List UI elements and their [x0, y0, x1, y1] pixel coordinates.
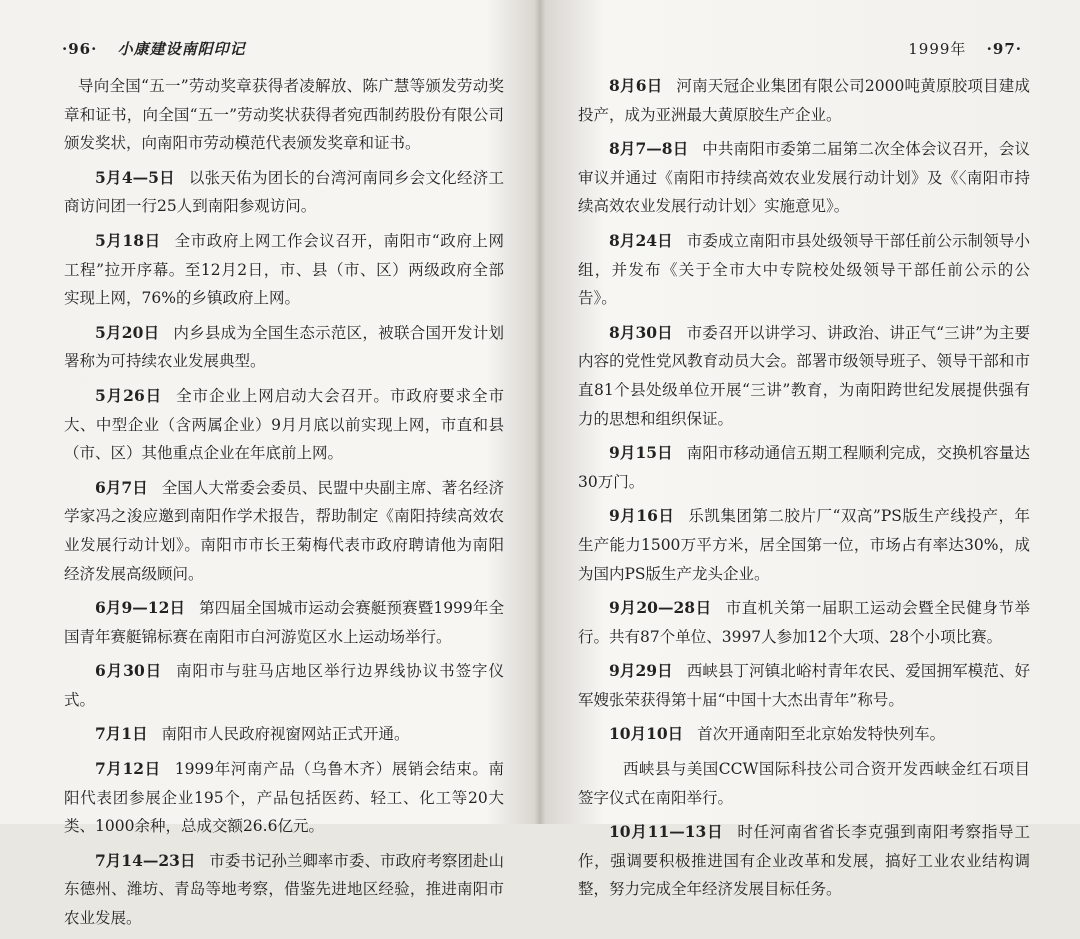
entry-date: 5月26日 [95, 385, 163, 405]
entry-date: 8月30日 [609, 322, 673, 342]
paragraph [578, 135, 1030, 221]
paragraph [64, 720, 504, 749]
entry-date: 6月9—12日 [95, 598, 186, 618]
entry-date: 7月12日 [95, 759, 161, 779]
entry-date: 7月14—23日 [95, 850, 196, 870]
paragraph [64, 164, 504, 221]
entry-text: 全国人大常委会委员、民盟中央副主席、著名经济学家冯之浚应邀到南阳作学术报告，帮助制定《南阳持续高效农业发展行动计划》。南阳市市长王菊梅代表市政府聘请他为南阳经济发展高级顾问。 [64, 478, 504, 583]
entry-date: 9月16日 [609, 506, 675, 526]
paragraph [64, 847, 504, 933]
entry-date: 10月10日 [609, 724, 684, 744]
right-page [540, 0, 1080, 899]
entry-date: 5月20日 [95, 322, 160, 342]
entry-text: 市委书记孙兰卿率市委、市政府考察团赴山东德州、潍坊、青岛等地考察，借鉴先进地区经验，推进南阳市农业发展。 [64, 851, 504, 928]
paragraph [64, 319, 504, 376]
entry-date: 8月7—8日 [609, 139, 689, 159]
paragraph [64, 382, 504, 468]
entry-text: 时任河南省省长李克强到南阳考察指导工作，强调要积极推进国有企业改革和发展，搞好工业农业结构调整，努力完成全年经济发展目标任务。 [578, 823, 1030, 899]
entry-date: 9月29日 [609, 661, 673, 681]
page-number: ·97· [986, 40, 1022, 58]
entry-text: 河南天冠企业集团有限公司2000吨黄原胶项目建成投产，成为亚洲最大黄原胶生产企业。 [578, 77, 1030, 124]
entry-date: 9月20—28日 [609, 598, 712, 618]
paragraph [578, 319, 1030, 433]
paragraph [578, 594, 1030, 651]
paragraph [64, 474, 504, 588]
paragraph [64, 594, 504, 651]
entry-date: 6月30日 [95, 661, 163, 681]
entry-text: 以张天佑为团长的台湾河南同乡会文化经济工商访问团一行25人到南阳参观访问。 [64, 168, 504, 216]
entry-text: 市委成立南阳市县处级领导干部任前公示制领导小组，并发布《关于全市大中专院校处级领导干部任前公示的公告》。 [578, 231, 1030, 308]
entry-date: 10月11—13日 [609, 822, 724, 842]
entry-text: 南阳市移动通信五期工程顺利完成，交换机容量达30万门。 [578, 444, 1030, 491]
entry-text: 南阳市人民政府视窗网站正式开通。 [161, 725, 410, 744]
entry-date: 6月7日 [95, 477, 148, 497]
paragraph [578, 755, 1030, 812]
left-page [0, 0, 520, 928]
paragraph [578, 720, 1030, 749]
entry-date: 8月24日 [609, 230, 673, 250]
paragraph [64, 227, 504, 313]
paragraph [64, 755, 504, 841]
entry-date: 9月15日 [609, 443, 673, 463]
right-page-body [578, 72, 1030, 910]
entry-date: 5月18日 [95, 230, 161, 250]
entry-text: 第四届全国城市运动会赛艇预赛暨1999年全国青年赛艇锦标赛在南阳市白河游览区水上运动场举行。 [64, 599, 505, 646]
paragraph [64, 657, 504, 714]
left-page-body [64, 72, 504, 939]
paragraph [64, 72, 504, 158]
entry-date: 7月1日 [95, 724, 148, 744]
left-page-header [62, 38, 246, 59]
paragraph [578, 72, 1030, 129]
page-number: ·96· [62, 40, 98, 58]
entry-text: 乐凯集团第二胶片厂“双高”PS版生产线投产，年生产能力1500万平方米，居全国第一位，市场占有率达30%，成为国内PS版生产龙头企业。 [578, 507, 1030, 583]
year-label: 1999年 [908, 40, 967, 58]
entry-text: 1999年河南产品（乌鲁木齐）展销会结束。南阳代表团参展企业195个，产品包括医药、轻工、化工等20大类、1000余种，总成交额26.6亿元。 [64, 760, 504, 836]
entry-text: 南阳市与驻马店地区举行边界线协议书签字仪式。 [64, 662, 504, 709]
entry-text: 内乡县成为全国生态示范区，被联合国开发计划署称为可持续农业发展典型。 [64, 323, 504, 371]
entry-text: 全市企业上网启动大会召开。市政府要求全市大、中型企业（含两属企业）9月月底以前实现上网，市直和县（市、区）其他重点企业在年底前上网。 [64, 386, 504, 463]
entry-text: 导向全国“五一”劳动奖章获得者凌解放、陈广慧等颁发劳动奖章和证书，向全国“五一”劳动奖状获得者宛西制药股份有限公司颁发奖状，向南阳市劳动模范代表颁发奖章和证书。 [64, 77, 504, 153]
paragraph [578, 502, 1030, 588]
entry-text: 市直机关第一届职工运动会暨全民健身节举行。共有87个单位、3997人参加12个大项、28个小项比赛。 [578, 599, 1030, 646]
right-page-header [908, 38, 1022, 59]
paragraph [578, 227, 1030, 313]
entry-date: 5月4—5日 [95, 167, 175, 187]
entry-text: 西峡县丁河镇北峪村青年农民、爱国拥军模范、好军嫂张荣获得第十届“中国十大杰出青年”称号。 [578, 662, 1030, 709]
entry-text: 全市政府上网工作会议召开，南阳市“政府上网工程”拉开序幕。至12月2日，市、县（市、区）两级政府全部实现上网，76%的乡镇政府上网。 [64, 231, 504, 308]
paragraph [578, 439, 1030, 496]
entry-text: 首次开通南阳至北京始发特快列车。 [697, 725, 946, 744]
book-title: 小康建设南阳印记 [117, 40, 246, 58]
paragraph [578, 818, 1030, 904]
entry-date: 8月6日 [609, 76, 663, 95]
entry-text: 西峡县与美国CCW国际科技公司合资开发西峡金红石项目签字仪式在南阳举行。 [578, 760, 1030, 807]
entry-text: 中共南阳市委第二届第二次全体会议召开，会议审议并通过《南阳市持续高效农业发展行动计划》及《〈南阳市持续高效农业发展行动计划〉实施意见》。 [578, 140, 1030, 216]
entry-text: 市委召开以讲学习、讲政治、讲正气“三讲”为主要内容的党性党风教育动员大会。部署市级领导班子、领导干部和市直81个县处级单位开展“三讲”教育，为南阳跨世纪发展提供强有力的思想和组织保证。 [578, 323, 1030, 428]
paragraph [578, 657, 1030, 714]
